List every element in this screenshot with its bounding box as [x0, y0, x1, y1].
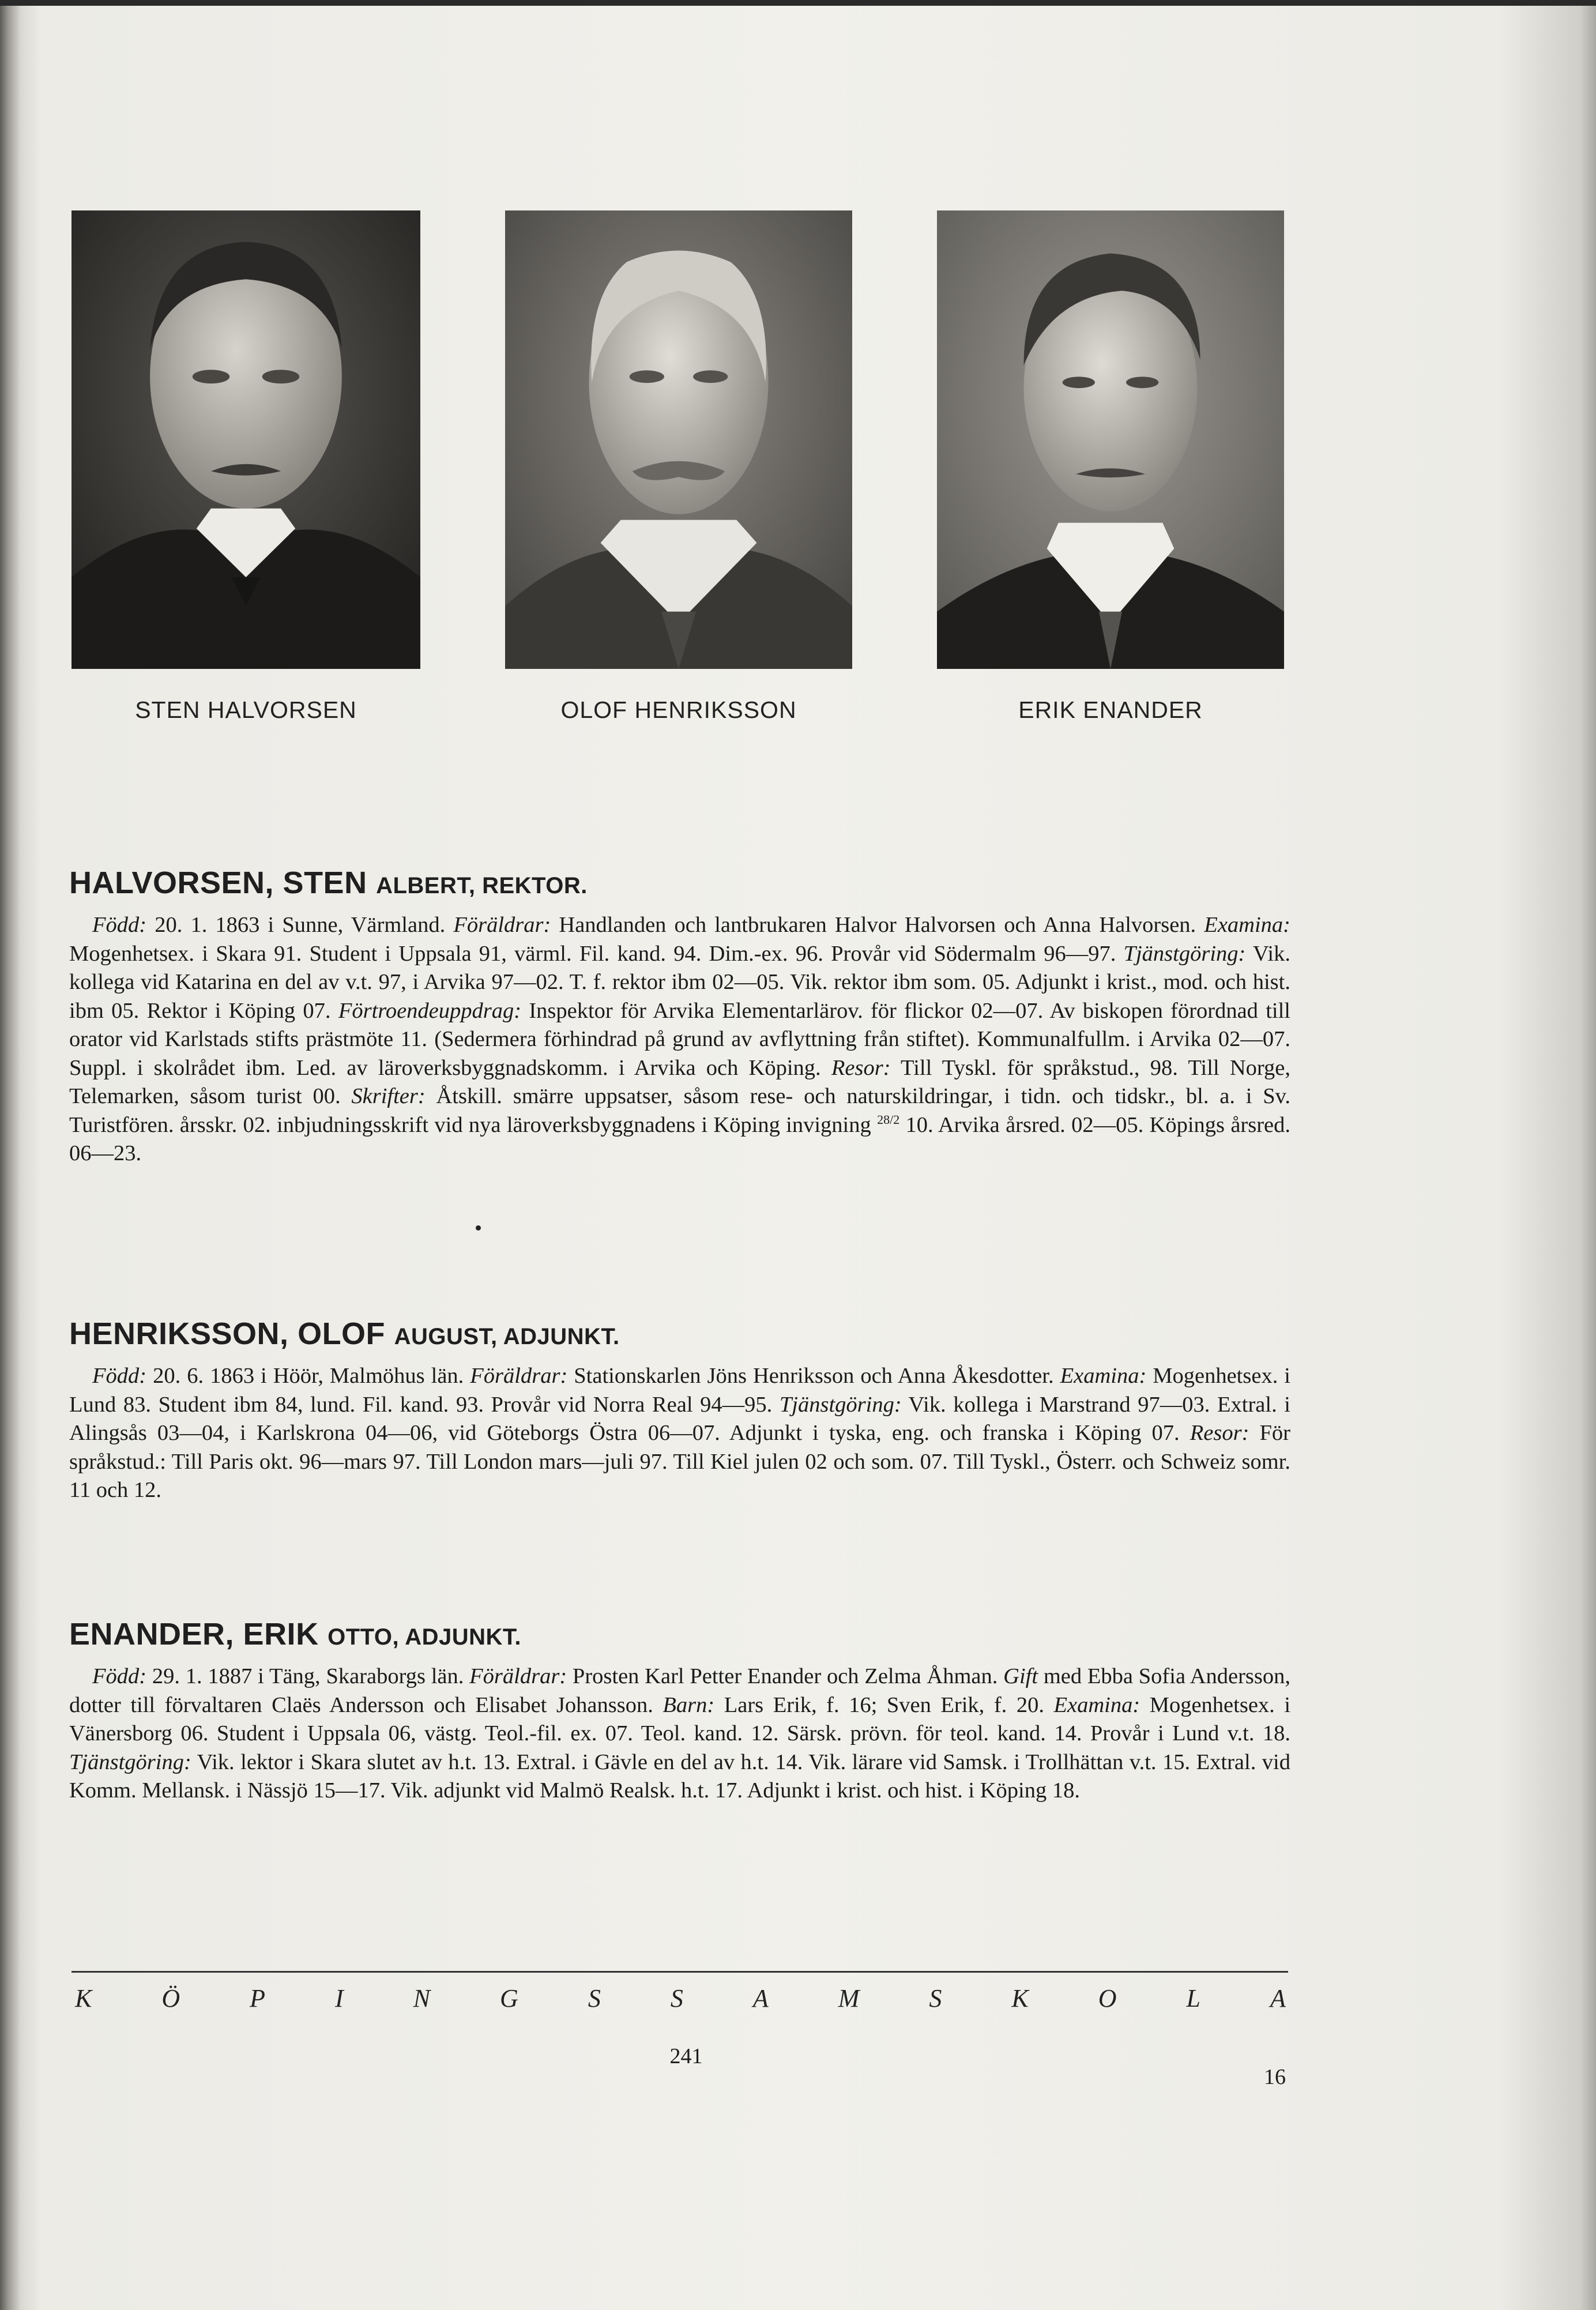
footer-letter: S: [588, 1984, 601, 2012]
footer-letter: M: [838, 1984, 860, 2012]
field-label: Resor:: [1190, 1421, 1249, 1445]
entry-body: [69, 911, 1290, 1168]
field-label: Gift: [1003, 1664, 1038, 1688]
body-text-run: Stationskarlen Jöns Henriksson och Anna Åkesdotter.: [567, 1364, 1060, 1388]
body-text-run: Handlanden och lantbrukaren Halvor Halvorsen och Anna Halvorsen.: [551, 913, 1204, 937]
scan-top-edge: [0, 0, 1596, 6]
field-label: Tjänstgöring:: [1123, 941, 1246, 966]
body-text-run: med Ebba Sofia Andersson, dotter till förvaltaren Claës Andersson och Elisabet Johansson.: [69, 1664, 1290, 1717]
entry-title: OTTO, ADJUNKT.: [328, 1624, 521, 1650]
footer-letter: Ö: [161, 1984, 180, 2012]
body-text-run: Vik. lektor i Skara slutet av h.t. 13. Extral. i Gävle en del av h.t. 14. Vik. lärare vid Samsk. i Trollhättan v.t. 15. Extral. vid Komm. Mellansk. i Nässjö 15—17. Vik. adjunkt vid Malmö Realsk. h.t. 17. Adjunkt i krist. och hist. i Köping 18.: [69, 1750, 1290, 1803]
footer-letter: A: [1270, 1984, 1286, 2012]
footer-letter: A: [752, 1984, 769, 2012]
portrait-photo-halvorsen: [71, 210, 420, 669]
biography-entry: [69, 1316, 1290, 1505]
footer-letter: K: [75, 1984, 92, 2012]
entry-given-name: STEN: [283, 866, 367, 900]
body-text-run: Lars Erik, f. 16; Sven Erik, f. 20.: [714, 1692, 1054, 1717]
entry-surname: HENRIKSSON,: [69, 1316, 289, 1351]
field-label: Tjänstgöring:: [69, 1750, 191, 1774]
entry-body: [69, 1362, 1290, 1505]
footer-letter: L: [1186, 1984, 1200, 2012]
footer-letter: P: [250, 1984, 266, 2012]
footer-rule: [71, 1971, 1288, 1973]
body-text-run: Prosten Karl Petter Enander och Zelma Åhman.: [567, 1664, 1004, 1688]
body-text-run: Mogenhetsex. i Lund 83. Student ibm 84, lund. Fil. kand. 93. Provår vid Norra Real 94—95.: [69, 1364, 1291, 1417]
entry-surname: HALVORSEN,: [69, 866, 274, 900]
entry-body: [69, 1662, 1290, 1805]
entry-surname: ENANDER,: [69, 1617, 235, 1651]
biography-entry: [69, 865, 1290, 1168]
page-number: 241: [669, 2044, 703, 2068]
body-text-run: För språkstud.: Till Paris okt. 96—mars 97. Till London mars—juli 97. Till Kiel julen 02 och som. 07. Till Tyskl., Österr. och Schweiz somr. 11 och 12.: [69, 1421, 1290, 1502]
print-speck: [476, 1225, 481, 1231]
entry-title: AUGUST, ADJUNKT.: [394, 1324, 620, 1349]
body-text-run: Mogenhetsex. i Skara 91. Student i Uppsala 91, värml. Fil. kand. 94. Dim.-ex. 96. Provår vid Södermalm 96—97.: [69, 941, 1124, 966]
field-label: Skrifter:: [351, 1084, 426, 1108]
field-label: Född:: [92, 1364, 147, 1388]
entry-heading: [69, 1616, 1290, 1652]
field-label: Föräldrar:: [470, 1364, 568, 1388]
field-label: Tjänstgöring:: [779, 1392, 902, 1417]
entry-title: ALBERT, REKTOR.: [376, 873, 588, 898]
field-label: Förtroendeuppdrag:: [338, 998, 522, 1023]
body-text-run: Till Tyskl. för språkstud., 98. Till Norge, Telemarken, såsom turist 00.: [69, 1055, 1290, 1108]
date-superscript: 28/2: [877, 1112, 900, 1127]
field-label: Resor:: [831, 1055, 891, 1080]
field-label: Föräldrar:: [453, 913, 551, 937]
running-footer: [75, 1984, 1286, 2013]
field-label: Född:: [92, 1664, 147, 1688]
footer-letter: I: [335, 1984, 344, 2012]
body-text-run: Mogenhetsex. i Vänersborg 06. Student i Uppsala 06, västg. Teol.-fil. ex. 07. Teol. kand. 12. Särsk. prövn. för teol. kand. 14. Provår i Lund v.t. 18.: [69, 1692, 1291, 1745]
photo-caption: OLOF HENRIKSSON: [560, 697, 797, 723]
footer-letter: S: [929, 1984, 942, 2012]
entry-given-name: OLOF: [298, 1316, 386, 1351]
photo-caption: ERIK ENANDER: [1018, 697, 1203, 723]
body-text-run: Åtskill. smärre uppsatser, såsom rese- och naturskildringar, i tidn. och tidskr., bl. a. i Sv. Turistfören. årsskr. 02. inbjudningsskrift vid nya läroverksbyggnadens i Köping invigning: [69, 1084, 1290, 1137]
signature-mark: 16: [1264, 2065, 1286, 2089]
body-text-run: Vik. kollega i Marstrand 97—03. Extral. i Alingsås 03—04, i Karlskrona 04—06, vid Göteborgs Östra 06—07. Adjunkt i tyska, eng. och franska i Köping 07.: [69, 1392, 1290, 1445]
footer-letter: G: [500, 1984, 518, 2012]
entry-heading: [69, 865, 1290, 901]
entry-given-name: ERIK: [243, 1617, 319, 1651]
entry-heading: [69, 1316, 1290, 1352]
footer-letter: O: [1098, 1984, 1117, 2012]
body-text-run: 20. 1. 1863 i Sunne, Värmland.: [146, 913, 454, 937]
field-label: Examina:: [1053, 1692, 1140, 1717]
footer-letter: N: [413, 1984, 431, 2012]
body-text-run: 10. Arvika årsred. 02—05. Köpings årsred. 06—23.: [69, 1112, 1290, 1165]
field-label: Född:: [92, 913, 147, 937]
body-text-run: 29. 1. 1887 i Täng, Skaraborgs län.: [146, 1664, 470, 1688]
field-label: Föräldrar:: [469, 1664, 567, 1688]
portrait-photo-enander: [937, 210, 1284, 669]
biography-entry: [69, 1616, 1290, 1805]
footer-letter: S: [670, 1984, 683, 2012]
field-label: Examina:: [1060, 1364, 1147, 1388]
field-label: Examina:: [1204, 913, 1290, 937]
portrait-photo-henriksson: [505, 210, 852, 669]
body-text-run: 20. 6. 1863 i Höör, Malmöhus län.: [146, 1364, 470, 1388]
body-text-run: Vik. kollega vid Katarina en del av v.t. 97, i Arvika 97—02. T. f. rektor ibm 02—05. Vik. rektor ibm som. 05. Adjunkt i krist., mod. och hist. ibm 05. Rektor i Köping 07.: [69, 941, 1290, 1023]
photo-caption: STEN HALVORSEN: [135, 697, 357, 723]
field-label: Barn:: [663, 1692, 715, 1717]
footer-letter: K: [1011, 1984, 1029, 2012]
body-text-run: Inspektor för Arvika Elementarlärov. för flickor 02—07. Av biskopen förordnad till orator vid Karlstads stifts prästmöte 11. (Sedermera förhindrad på grund av avflyttning från stiftet). Kommunalfullm. i Arvika 02—07. Suppl. i skolrådet ibm. Led. av läroverksbyggnadskomm. i Arvika och Köping.: [69, 998, 1290, 1080]
